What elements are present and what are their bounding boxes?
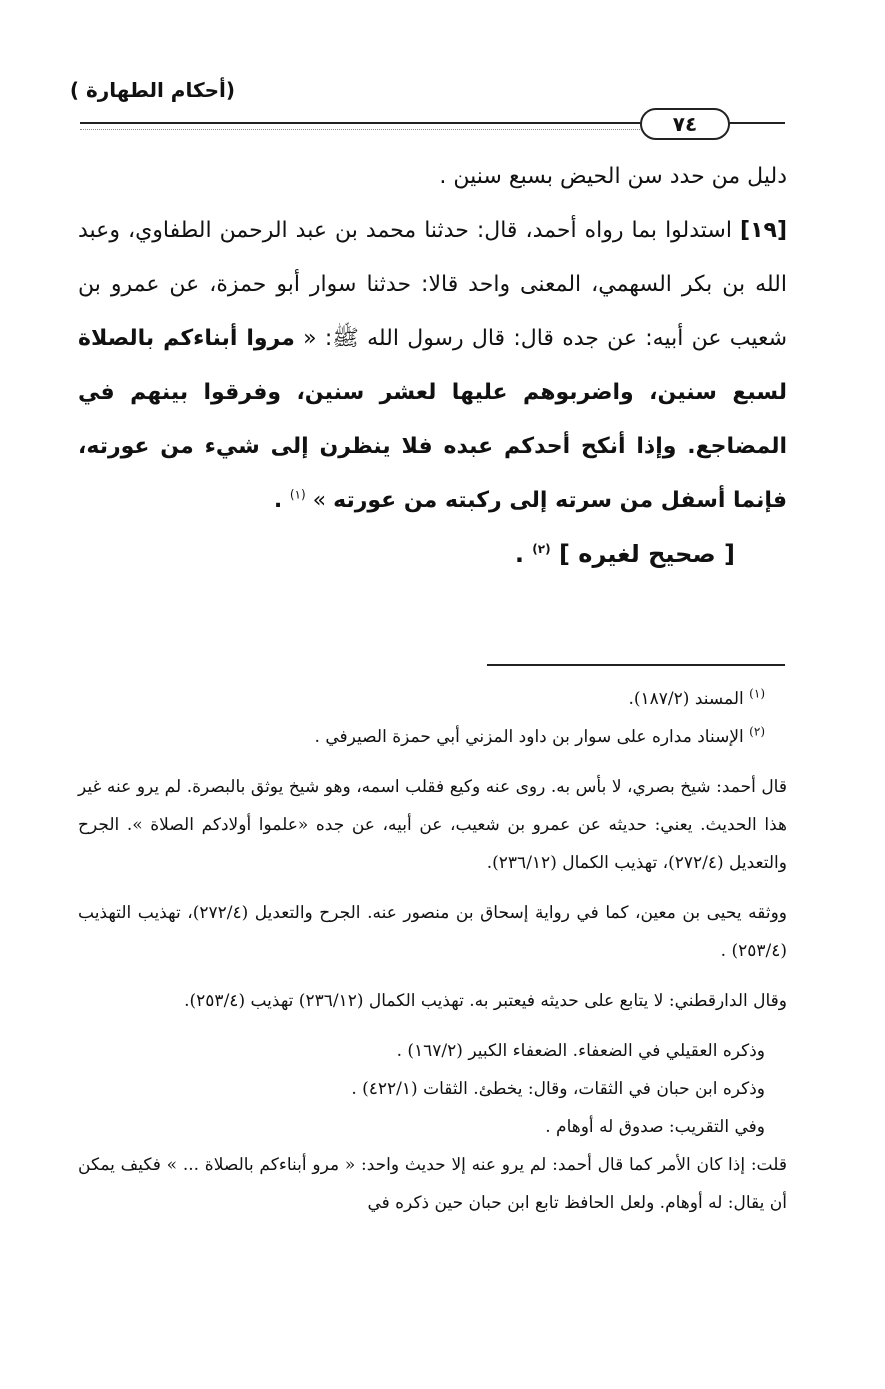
footnotes (78, 680, 787, 1222)
footnote-1-text: المسند (١٨٧/٢). (628, 689, 750, 709)
header-dotted-rule (80, 129, 640, 130)
footnote-2-para-taqrib: وفي التقريب: صدوق له أوهام . (545, 1117, 765, 1137)
footnote-2-para-ibn-hibban: وذكره ابن حبان في الثقات، وقال: يخطئ. الثقات (٤٢٢/١) . (351, 1079, 765, 1099)
footnote-1-marker: (١) (749, 686, 765, 701)
footnote-2 (78, 718, 787, 756)
hadith-end: . (273, 488, 290, 513)
footnote-ref-2[interactable]: (٢) (532, 542, 551, 556)
footnote-2-para-ahmad: قال أحمد: شيخ بصري، لا بأس به. روى عنه وكيع فقلب اسمه، وهو شيخ يوثق بالبصرة. لم يرو عنه غير هذا الحديث. يعني: حديثه عن عمرو بن شعيب، عن أبيه، عن جده «علموا أولادكم الصلاة ». الجرح والتعديل (٢٧٢/٤)، تهذيب الكمال (٢٣٦/١٢). (78, 777, 787, 873)
footnote-2-para-daraqutni: وقال الدارقطني: لا يتابع على حديثه فيعتبر به. تهذيب الكمال (٢٣٦/١٢) تهذيب (٢٥٣/٤). (184, 991, 787, 1011)
hadith-matn: مروا أبناءكم بالصلاة لسبع سنين، واضربوهم عليها لعشر سنين، وفرقوا بينهم في المضاجع. وإذا أنكح أحدكم عبده فلا ينظرن إلى شيء من عورته، فإنما أسفل من سرته إلى ركبته من عورته (78, 326, 787, 513)
section-intro-line: دليل من حدد سن الحيض بسبع سنين . (439, 164, 787, 189)
hadith-number: [١٩] (740, 218, 787, 243)
footnote-ref-1[interactable]: (١) (289, 487, 306, 502)
grading-end: . (514, 540, 533, 568)
hadith-matn-close: » (305, 488, 334, 513)
main-text (78, 150, 787, 528)
page-number: ٧٤ (672, 112, 698, 136)
footnote-2-marker: (٢) (749, 724, 765, 739)
footnote-2-text: الإسناد مداره على سوار بن داود المزني أبي حمزة الصيرفي . (314, 727, 750, 747)
grading-verdict (515, 540, 735, 568)
page-number-frame (640, 108, 730, 140)
hadith-paragraph (78, 204, 787, 528)
footnote-2-para-conclusion: قلت: إذا كان الأمر كما قال أحمد: لم يرو عنه إلا حديث واحد: « مرو أبناءكم بالصلاة ... » فكيف يمكن أن يقال: له أوهام. ولعل الحافظ تابع ابن حبان حين ذكره في (78, 1155, 787, 1213)
footnote-2-para-ibn-maeen: ووثقه يحيى بن معين، كما في رواية إسحاق بن منصور عنه. الجرح والتعديل (٢٧٢/٤)، تهذيب التهذيب (٢٥٣/٤) . (78, 903, 788, 961)
hadith-isnad: استدلوا بما رواه أحمد، قال: حدثنا محمد بن عبد الرحمن الطفاوي، وعبد الله بن بكر السهمي، المعنى واحد قالا: حدثنا سوار أبو حمزة، عن عمرو بن شعيب عن أبيه: عن جده قال: قال رسول الله ﷺ: « (78, 218, 788, 351)
grading-text: [ صحيح لغيره ] (558, 540, 735, 568)
footnote-1 (78, 680, 787, 718)
footnote-2-para-uqayli: وذكره العقيلي في الضعفاء. الضعفاء الكبير (١٦٧/٢) . (396, 1041, 765, 1061)
footnote-separator (487, 664, 785, 666)
running-header-title: (أحكام الطهارة ) (69, 78, 235, 102)
